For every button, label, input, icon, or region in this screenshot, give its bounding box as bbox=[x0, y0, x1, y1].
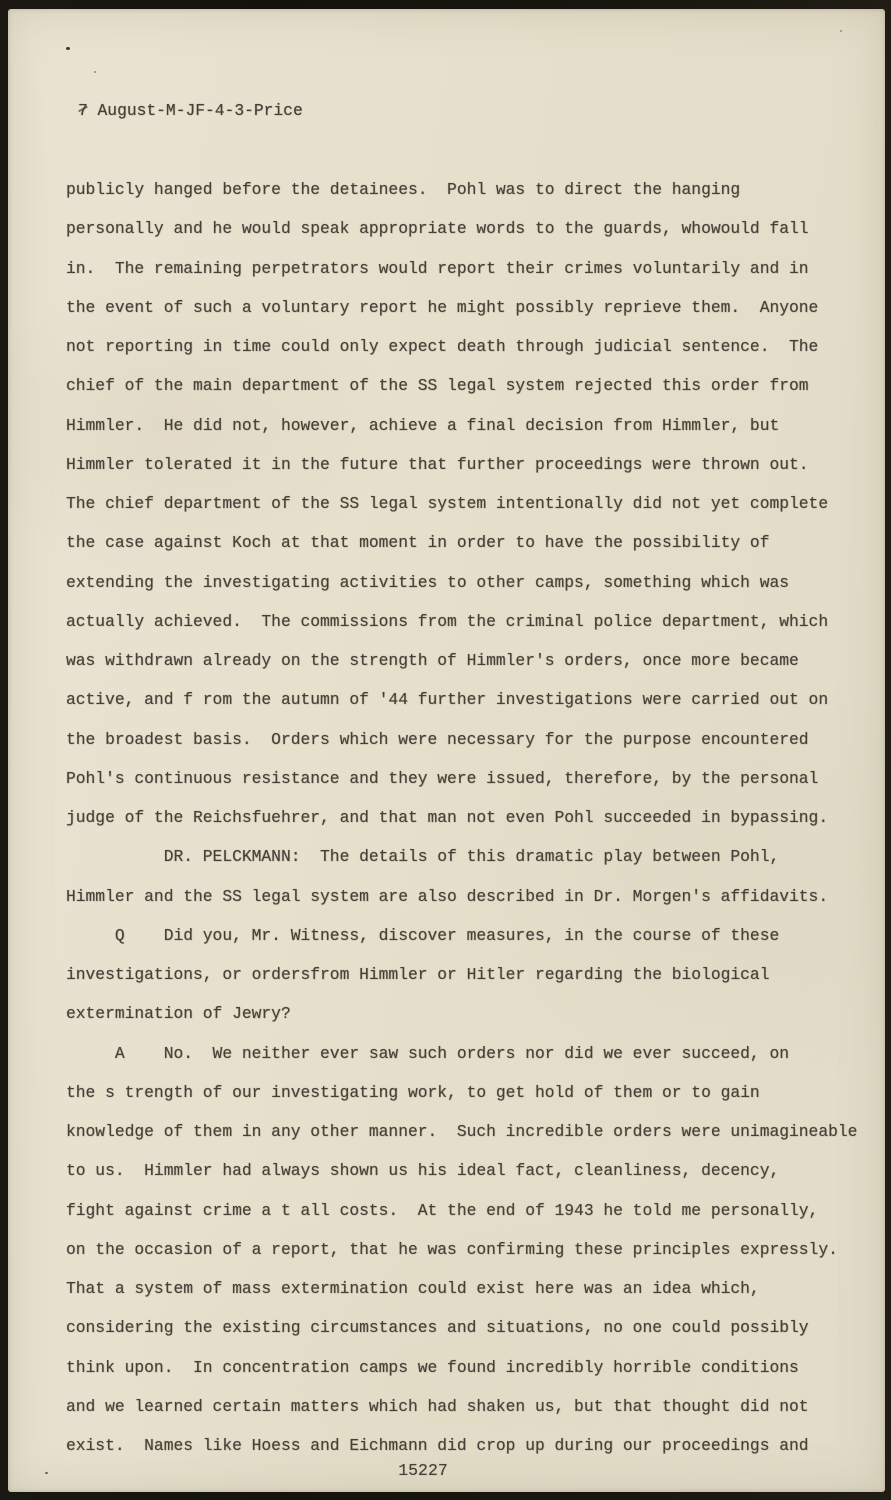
text-line: fight against crime a t all costs. At the end of 1943 he told me personally, bbox=[66, 1200, 819, 1220]
text-line: active, and f rom the autumn of '44 further investigations were carried out on bbox=[66, 690, 829, 710]
text-line: and we learned certain matters which had shaken us, but that thought did not bbox=[66, 1396, 809, 1416]
text-line: the event of such a voluntary report he might possibly reprieve them. Anyone bbox=[66, 297, 819, 317]
document-header: 7 August-M-JF-4-3-Price bbox=[78, 101, 303, 120]
text-line: exist. Names like Hoess and Eichmann did crop up during our proceedings and bbox=[66, 1436, 809, 1455]
text-line: DR. PELCKMANN: The details of this dramatic play between Pohl, bbox=[66, 847, 780, 867]
body-text bbox=[66, 170, 885, 1465]
text-line: Himmler tolerated it in the future that further proceedings were thrown out. bbox=[66, 454, 809, 474]
text-line: judge of the Reichsfuehrer, and that man not even Pohl succeeded in bypassing. bbox=[66, 808, 829, 827]
text-line: in. The remaining perpetrators would report their crimes voluntarily and in bbox=[66, 258, 809, 278]
text-line: personally and he would speak appropriate words to the guards, whowould fall bbox=[66, 219, 809, 239]
text-line: extending the investigating activities to other camps, something which was bbox=[66, 572, 790, 592]
paper-speck bbox=[840, 30, 842, 32]
text-line: The chief department of the SS legal system intentionally did not yet complete bbox=[66, 494, 829, 513]
text-line: Pohl's continuous resistance and they were issued, therefore, by the personal bbox=[66, 768, 819, 788]
text-line: chief of the main department of the SS legal system rejected this order from bbox=[66, 376, 809, 396]
text-line: the broadest basis. Orders which were necessary for the purpose encountered bbox=[66, 729, 809, 749]
text-line: considering the existing circumstances and situations, no one could possibly bbox=[66, 1318, 809, 1338]
text-line: investigations, or ordersfrom Himmler or Hitler regarding the biological bbox=[66, 965, 770, 984]
text-line: knowledge of them in any other manner. Such incredible orders were unimagineable bbox=[66, 1122, 858, 1141]
paper-speck bbox=[66, 47, 70, 50]
text-line: Q Did you, Mr. Witness, discover measures, in the course of these bbox=[66, 925, 780, 945]
text-line: on the occasion of a report, that he was confirming these principles expressly. bbox=[66, 1239, 838, 1259]
text-line: publicly hanged before the detainees. Pohl was to direct the hanging bbox=[66, 180, 741, 199]
text-line: the s trength of our investigating work, to get hold of them or to gain bbox=[66, 1082, 760, 1102]
text-line: to us. Himmler had always shown us his ideal fact, cleanliness, decency, bbox=[66, 1161, 780, 1181]
page-number: 15227 bbox=[398, 1461, 448, 1480]
text-line: That a system of mass extermination could exist here was an idea which, bbox=[66, 1279, 760, 1298]
text-line: extermination of Jewry? bbox=[66, 1004, 291, 1024]
text-line: think upon. In concentration camps we found incredibly horrible conditions bbox=[66, 1357, 799, 1377]
text-line: the case against Koch at that moment in order to have the possibility of bbox=[66, 533, 770, 553]
text-line: Himmler. He did not, however, achieve a final decision from Himmler, but bbox=[66, 415, 780, 435]
paper-speck bbox=[94, 71, 96, 73]
text-line: actually achieved. The commissions from the criminal police department, which bbox=[66, 611, 829, 631]
text-line: Himmler and the SS legal system are also described in Dr. Morgen's affidavits. bbox=[66, 886, 829, 906]
text-line: not reporting in time could only expect death through judicial sentence. The bbox=[66, 337, 819, 356]
paper bbox=[8, 9, 885, 1492]
text-line: was withdrawn already on the strength of Himmler's orders, once more became bbox=[66, 651, 799, 670]
text-line: A No. We neither ever saw such orders nor did we ever succeed, on bbox=[66, 1043, 790, 1063]
